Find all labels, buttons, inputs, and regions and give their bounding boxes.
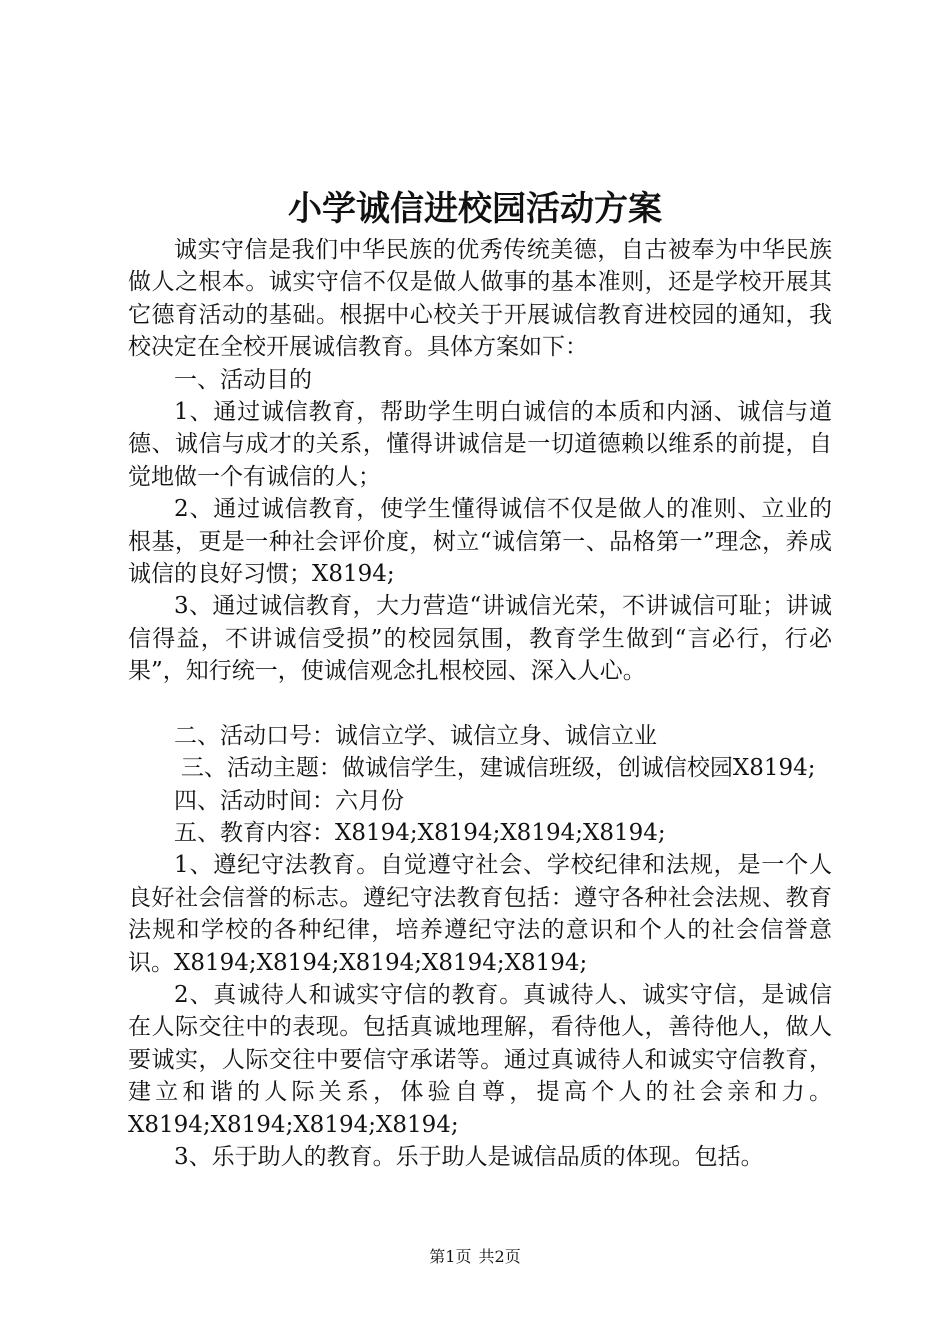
paragraph-intro: 诚实守信是我们中华民族的优秀传统美德，自古被奉为中华民族做人之根本。诚实守信不仅是做人做事的基本准则，还是学校开展其它德育活动的基础。根据中心校关于开展诚信教育进校园的通知，我校决定在全校开展诚信教育。具体方案如下：: [128, 237, 832, 361]
page-footer: [0, 1244, 950, 1267]
paragraph-purpose-2: 2、通过诚信教育，使学生懂得诚信不仅是做人的准则、立业的根基，更是一种社会评价度，树立“诚信第一、品格第一”理念，养成诚信的良好习惯；X8194;: [128, 496, 832, 588]
page-total: 共2页: [478, 1247, 521, 1266]
section-heading-slogan: 二、活动口号：诚信立学、诚信立身、诚信立业: [174, 722, 657, 749]
document-body: [128, 234, 832, 1173]
page-number: 第1页: [429, 1247, 472, 1266]
section-heading-theme: 三、活动主题：做诚信学生，建诚信班级，创诚信校园X8194;: [180, 755, 816, 782]
paragraph-purpose-1: 1、通过诚信教育，帮助学生明白诚信的本质和内涵、诚信与道德、诚信与成才的关系，懂得讲诚信是一切道德赖以维系的前提，自觉地做一个有诚信的人；: [128, 399, 832, 490]
paragraph-content-3: 3、乐于助人的教育。乐于助人是诚信品质的体现。包括。: [174, 1143, 764, 1170]
paragraph-content-1: 1、遵纪守法教育。自觉遵守社会、学校纪律和法规，是一个人良好社会信誉的标志。遵纪守法教育包括：遵守各种社会法规、教育法规和学校的各种纪律，培养遵纪守法的意识和个人的社会信誉意识。X8194;X8194;X8194;X8194;X8194;: [128, 852, 832, 976]
paragraph-purpose-3: 3、通过诚信教育，大力营造“讲诚信光荣，不讲诚信可耻；讲诚信得益，不讲诚信受损”的校园氛围，教育学生做到“言必行，行必果”，知行统一，使诚信观念扎根校园、深入人心。: [128, 593, 832, 685]
paragraph-content-2: 2、真诚待人和诚实守信的教育。真诚待人、诚实守信，是诚信在人际交往中的表现。包括真诚地理解，看待他人，善待他人，做人要诚实，人际交往中要信守承诺等。通过真诚待人和诚实守信教育，建立和谐的人际关系，体验自尊，提高个人的社会亲和力。X8194;X8194;X8194;X8194;: [128, 981, 832, 1138]
section-heading-time: 四、活动时间：六月份: [174, 787, 404, 814]
section-heading-purpose: 一、活动目的: [174, 366, 312, 393]
section-heading-content: 五、教育内容：X8194;X8194;X8194;X8194;: [174, 819, 666, 846]
document-title: 小学诚信进校园活动方案: [288, 189, 662, 229]
